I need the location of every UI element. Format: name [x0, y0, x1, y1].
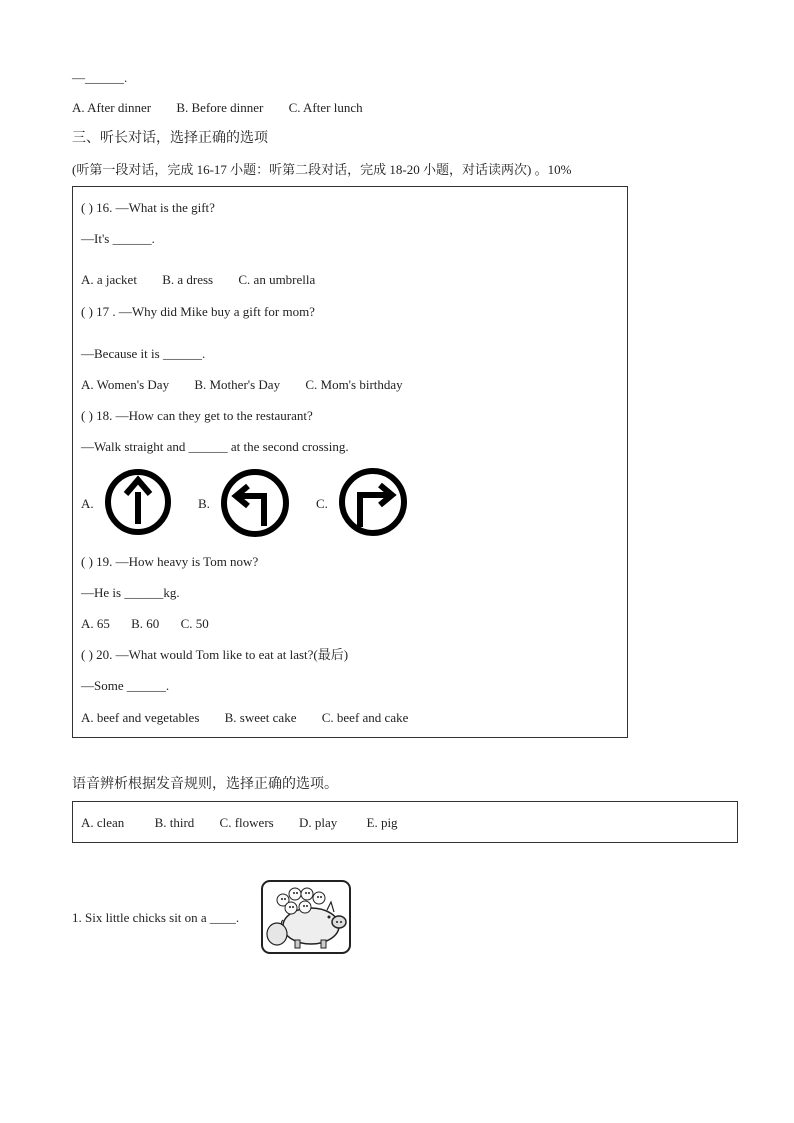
q20-stem: ( ) 20. —What would Tom like to eat at last?(最后)	[81, 647, 349, 662]
q20-option-c: C. beef and cake	[321, 710, 409, 725]
q19-options	[81, 616, 231, 632]
option-b: B. Before dinner	[176, 100, 264, 115]
q16-reply: —It's ______.	[81, 231, 155, 246]
chicks-on-pig-picture	[261, 880, 351, 954]
q17-options	[81, 377, 425, 393]
q17-option-a: A. Women's Day	[81, 377, 170, 392]
q17-option-b: B. Mother's Day	[194, 377, 281, 392]
phonics-option-e: E. pig	[366, 815, 398, 830]
q19-stem: ( ) 19. —How heavy is Tom now?	[81, 554, 259, 569]
turn-right-icon	[336, 465, 410, 539]
option-c: C. After lunch	[288, 100, 363, 115]
q20-reply: —Some ______.	[81, 678, 170, 693]
phonics-option-d: D. play	[298, 815, 338, 830]
q18-reply: —Walk straight and ______ at the second crossing.	[81, 439, 349, 454]
turn-left-icon	[218, 466, 292, 540]
section-heading: 三、听长对话，选择正确的选项	[72, 131, 268, 146]
phonics-option-b: B. third	[154, 815, 195, 830]
q16-stem: ( ) 16. —What is the gift?	[81, 200, 215, 215]
phonics-heading: 语音辨析根据发音规则，选择正确的选项。	[72, 777, 338, 792]
option-a: A. After dinner	[72, 100, 152, 115]
q16-option-a: A. a jacket	[81, 272, 137, 287]
q20-option-b: B. sweet cake	[224, 710, 297, 725]
q18-option-a-label: A.	[81, 496, 94, 511]
q18-option-b-label: B.	[198, 496, 210, 511]
q17-stem: ( ) 17 . —Why did Mike buy a gift for mom?	[81, 304, 315, 319]
q19-option-a: A. 65	[81, 616, 110, 631]
q16-option-c: C. an umbrella	[238, 272, 316, 287]
q19-reply: —He is ______kg.	[81, 585, 180, 600]
arrow-up-icon	[102, 466, 174, 538]
q20-option-a: A. beef and vegetables	[81, 710, 200, 725]
q19-option-c: C. 50	[180, 616, 209, 631]
phonics-option-c: C. flowers	[219, 815, 274, 830]
top-options	[72, 100, 385, 116]
exercise-1-sentence: 1. Six little chicks sit on a ____.	[72, 910, 240, 925]
q17-reply: —Because it is ______.	[81, 346, 206, 361]
q18-option-c-label: C.	[316, 496, 328, 511]
q16-option-b: B. a dress	[162, 272, 214, 287]
phonics-options	[81, 815, 420, 831]
q20-options	[81, 710, 430, 726]
answer-line: —______.	[72, 70, 128, 85]
q18-stem: ( ) 18. —How can they get to the restaurant?	[81, 408, 313, 423]
phonics-option-a: A. clean	[81, 815, 125, 830]
q19-option-b: B. 60	[131, 616, 160, 631]
q17-option-c: C. Mom's birthday	[305, 377, 403, 392]
section-instruction: (听第一段对话，完成 16-17 小题：听第二段对话，完成 18-20 小题，对话读两次) 。10%	[72, 162, 572, 177]
q16-options	[81, 272, 337, 288]
